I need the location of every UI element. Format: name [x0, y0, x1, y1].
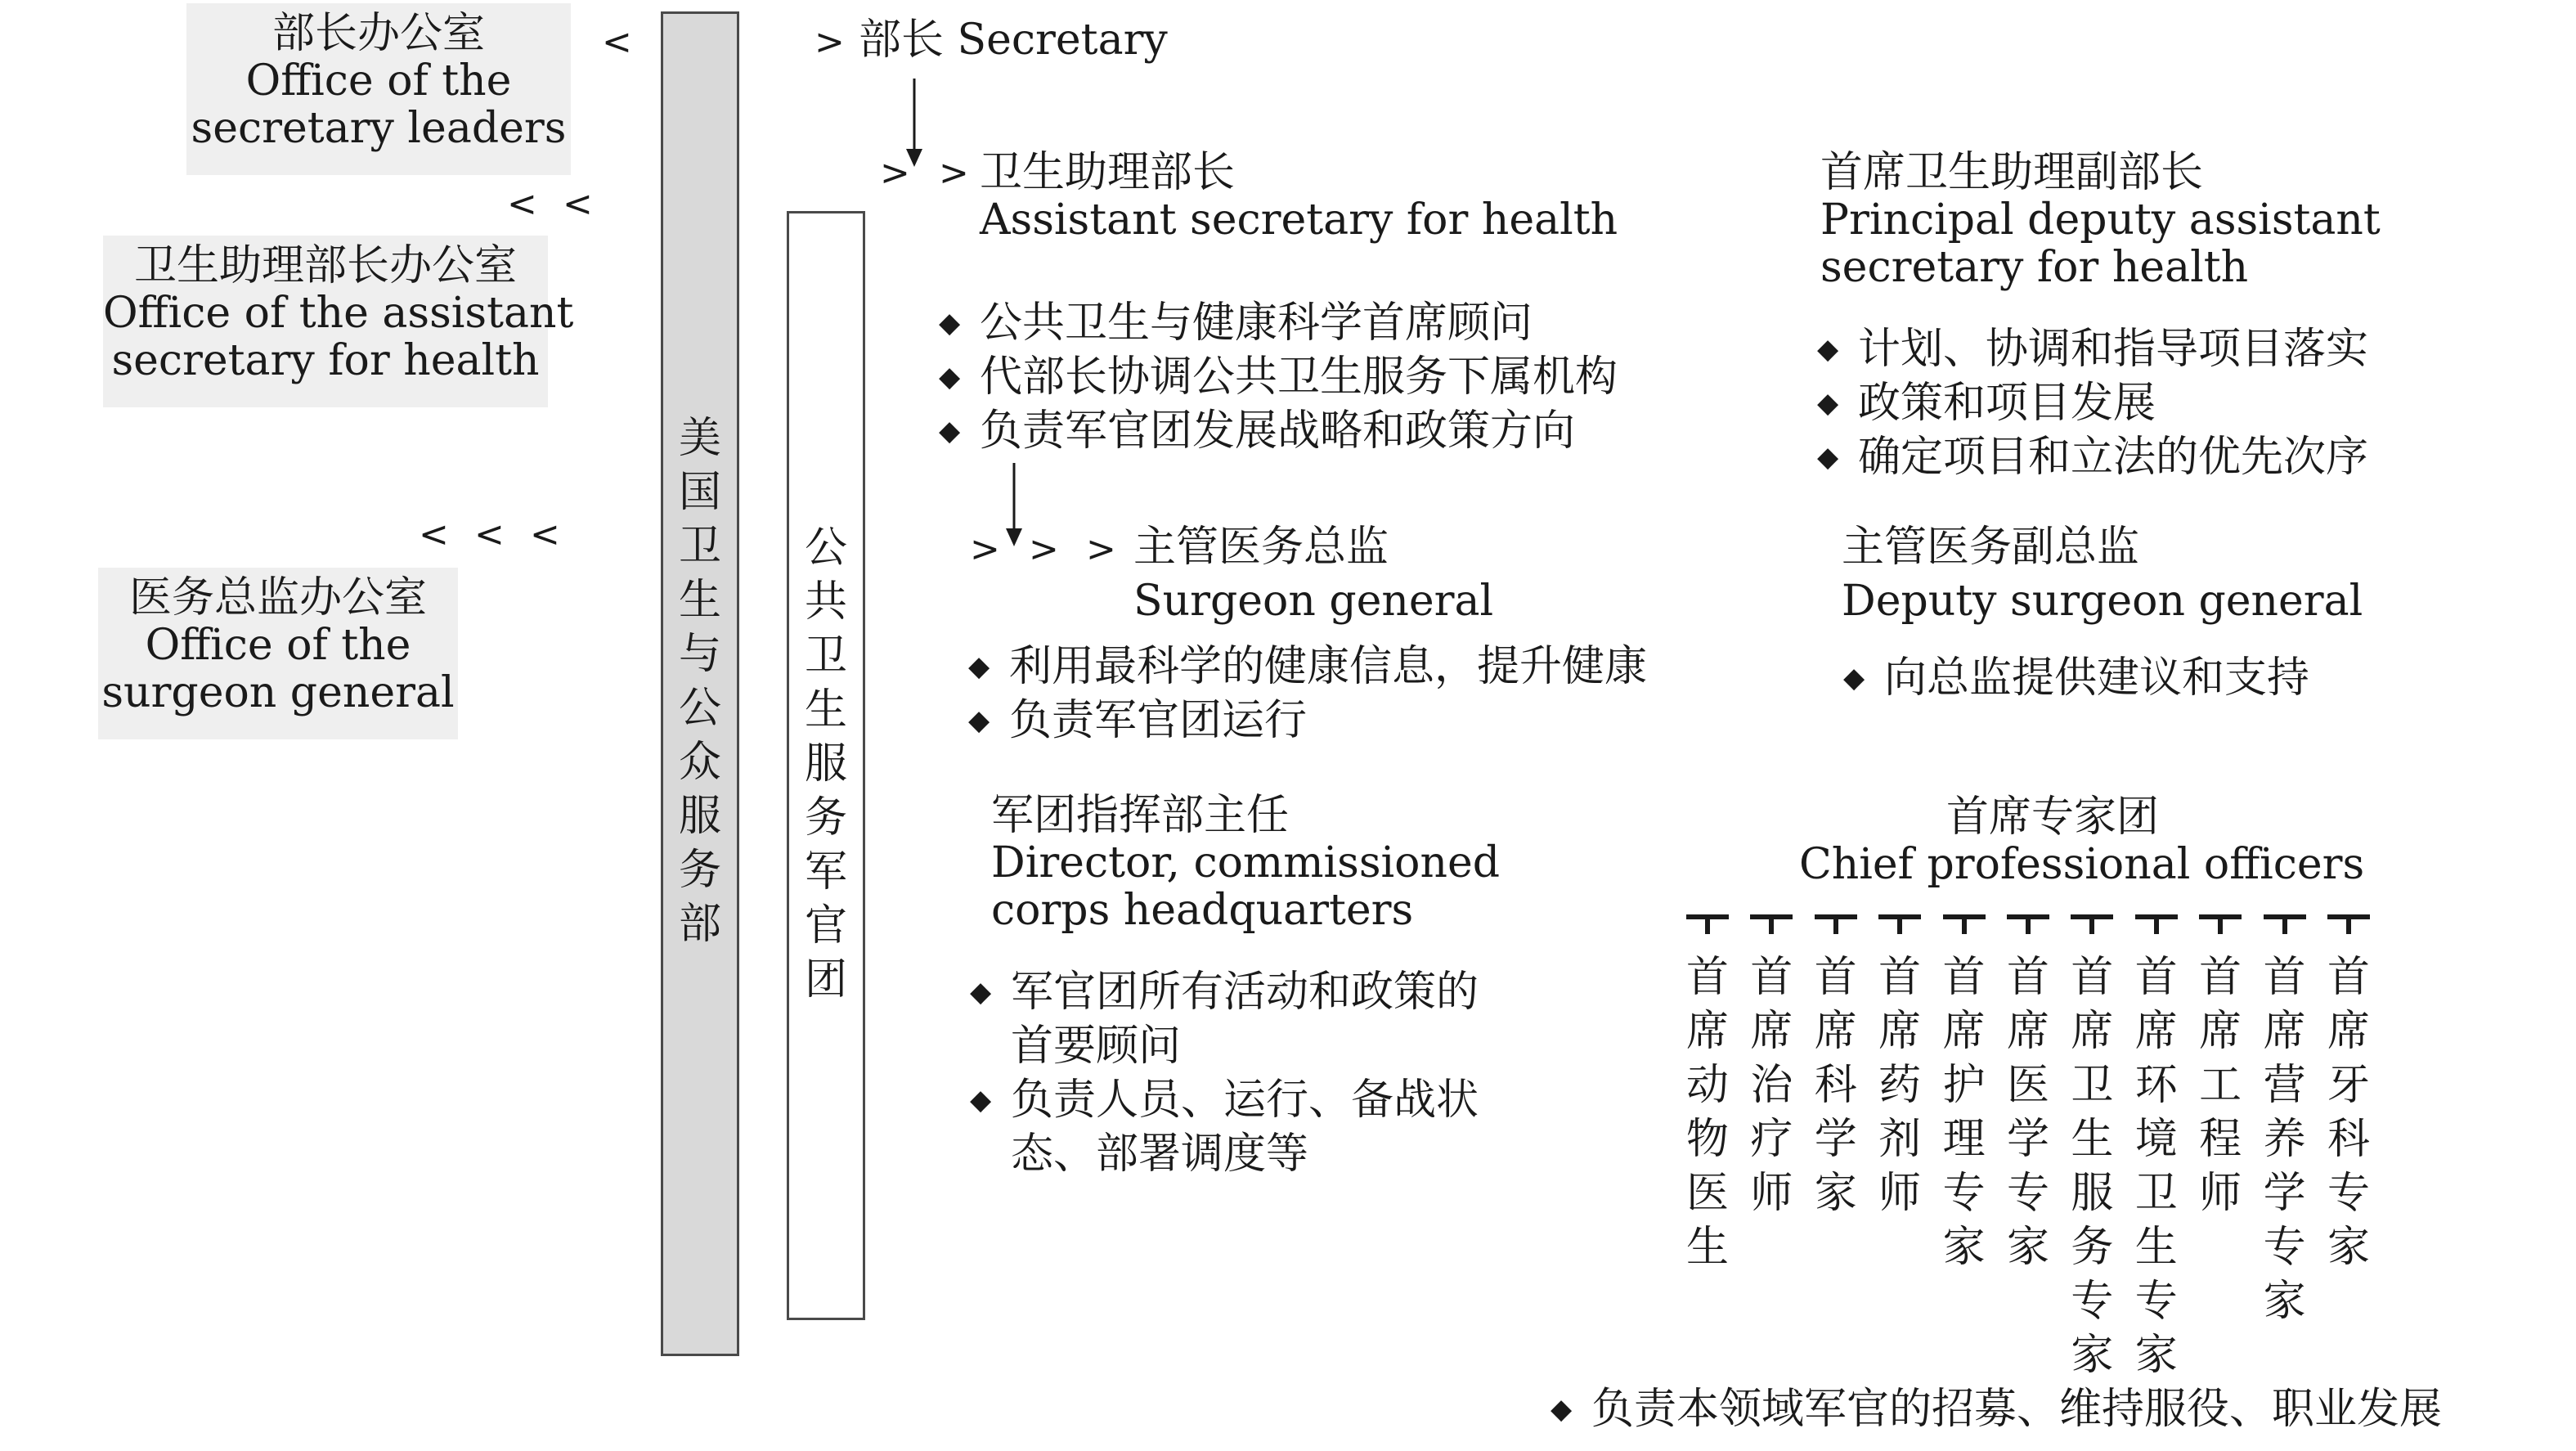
cpo-member-char: 服	[2071, 1169, 2114, 1218]
cpo-member-char: 环	[2134, 1061, 2178, 1110]
office-sg-zh: 医务总监办公室	[128, 573, 427, 622]
connector-tee-icon	[2264, 914, 2306, 934]
cpo-footer	[1551, 1382, 2442, 1436]
cpo-member-char: 专	[2134, 1277, 2178, 1326]
connector-tee-icon	[1686, 914, 1729, 934]
pdash-heading	[1820, 149, 2381, 291]
corps-label-char: 军	[804, 847, 847, 896]
connector-tee-icon	[1943, 914, 1986, 934]
cpo-member-char: 科	[1814, 1061, 1857, 1110]
hhs-department-label	[679, 411, 721, 951]
cpo-member-char: 席	[2071, 1007, 2114, 1056]
cpo-member-char: 席	[1750, 1007, 1793, 1056]
arrow-right-icon: >	[939, 152, 969, 194]
office-secretary-leaders	[186, 3, 571, 175]
cpo-member-char: 席	[1878, 1007, 1922, 1056]
ash-zh: 卫生助理部长	[980, 148, 1236, 197]
ash-en: Assistant secretary for health	[980, 195, 1618, 245]
cpo-member-char: 席	[2327, 1007, 2370, 1056]
office-secretary-en2: secretary leaders	[191, 104, 567, 153]
hhs-department-bar	[661, 11, 739, 1356]
director-bullets	[970, 965, 1479, 1181]
cpo-member-char: 治	[1750, 1061, 1793, 1110]
cpo-member-char: 学	[1814, 1115, 1857, 1164]
connector-tee-icon	[2327, 914, 2370, 934]
cpo-member-char: 生	[2134, 1223, 2178, 1272]
hhs-label-char: 众	[678, 738, 721, 787]
hhs-label-char: 卫	[678, 522, 721, 571]
director-zh: 军团指挥部主任	[991, 791, 1290, 840]
cpo-member-char: 师	[1878, 1169, 1922, 1218]
cpo-member-char: 家	[2327, 1223, 2370, 1272]
cpo-member-char: 生	[1685, 1223, 1729, 1272]
sg-bullet-2: ◆ 负责军官团运行	[968, 694, 1647, 748]
cpo-member-char: 科	[2327, 1115, 2370, 1164]
arrow-left-icon: <	[530, 514, 560, 555]
cpo-member-char: 家	[1814, 1169, 1857, 1218]
cpo-member-char: 首	[2006, 953, 2049, 1002]
dsg-bullets	[1843, 651, 2309, 705]
cpo-member-char: 首	[1814, 953, 1857, 1002]
cpo-member-char: 专	[2006, 1169, 2049, 1218]
director-en2: corps headquarters	[991, 886, 1414, 935]
commissioned-corps-label	[805, 521, 847, 1007]
director-bullet-2-cont: 态、部署调度等	[1011, 1130, 1309, 1179]
corps-label-char: 务	[804, 793, 847, 842]
pdash-bullets	[1817, 322, 2368, 484]
director-en1: Director, commissioned	[991, 838, 1501, 887]
cpo-member-char: 学	[2006, 1115, 2049, 1164]
cpo-member-char: 牙	[2327, 1061, 2370, 1110]
cpo-member-char: 首	[2199, 953, 2242, 1002]
sg-bullet-1: ◆ 利用最科学的健康信息，提升健康	[968, 640, 1647, 694]
cpo-member-char: 首	[2134, 953, 2178, 1002]
pdash-en2: secretary for health	[1820, 243, 2249, 292]
office-secretary-en1: Office of the	[245, 56, 512, 106]
arrow-right-icon: >	[1086, 528, 1116, 570]
cpo-member-char: 生	[2071, 1115, 2114, 1164]
director-heading	[991, 792, 1500, 934]
connector-tee-icon	[2071, 914, 2113, 934]
cpo-member-char: 医	[2006, 1061, 2049, 1110]
cpo-en: Chief professional officers	[1799, 840, 2365, 889]
arrow-left-icon: <	[602, 21, 632, 63]
arrow-right-icon: >	[880, 152, 910, 194]
cpo-member-char: 专	[2071, 1277, 2114, 1326]
cpo-member-char: 专	[2327, 1169, 2370, 1218]
cpo-member-char: 养	[2263, 1115, 2306, 1164]
ash-bullets	[939, 296, 1618, 458]
cpo-zh: 首席专家团	[1945, 793, 2159, 842]
cpo-member-char: 席	[1814, 1007, 1857, 1056]
secretary-label: 部长 Secretary	[859, 16, 1168, 65]
cpo-member	[1811, 950, 1860, 1220]
cpo-member-char: 护	[1942, 1061, 1986, 1110]
ash-bullet-1: ◆ 公共卫生与健康科学首席顾问	[939, 296, 1618, 350]
pdash-bullet-2: ◆ 政策和项目发展	[1817, 376, 2368, 430]
pdash-bullet-1: ◆ 计划、协调和指导项目落实	[1817, 322, 2368, 376]
office-ash-zh: 卫生助理部长办公室	[133, 241, 517, 290]
office-ash-en1: Office of the assistant	[103, 289, 574, 338]
cpo-member-char: 师	[1750, 1169, 1793, 1218]
hhs-label-char: 国	[678, 468, 721, 517]
corps-label-char: 官	[804, 901, 847, 950]
arrow-left-icon: <	[474, 514, 505, 555]
cpo-member-char: 首	[1942, 953, 1986, 1002]
cpo-member	[1747, 950, 1796, 1220]
cpo-footer-bullet: ◆ 负责本领域军官的招募、维持服役、职业发展	[1551, 1382, 2442, 1436]
hhs-label-char: 公	[678, 684, 721, 733]
cpo-member-char: 物	[1685, 1115, 1729, 1164]
office-assistant-secretary	[103, 236, 574, 407]
corps-label-char: 卫	[804, 631, 847, 681]
cpo-member	[1683, 950, 1732, 1274]
connector-tee-icon	[1878, 914, 1921, 934]
connector-tee-icon	[2135, 914, 2178, 934]
hhs-label-char: 服	[678, 792, 721, 841]
down-arrow-icon	[998, 463, 1030, 548]
cpo-member-char: 首	[2263, 953, 2306, 1002]
cpo-member-char: 程	[2199, 1115, 2242, 1164]
office-ash-en2: secretary for health	[111, 336, 540, 385]
corps-label-char: 服	[804, 739, 847, 788]
cpo-member-char: 首	[1878, 953, 1922, 1002]
corps-label-char: 生	[804, 685, 847, 734]
cpo-member-char: 席	[2199, 1007, 2242, 1056]
cpo-member-char: 务	[2071, 1223, 2114, 1272]
cpo-member-char: 师	[2199, 1169, 2242, 1218]
cpo-member	[2067, 950, 2116, 1382]
cpo-member-char: 席	[2263, 1007, 2306, 1056]
cpo-member	[2004, 950, 2053, 1274]
pdash-bullet-3: ◆ 确定项目和立法的优先次序	[1817, 430, 2368, 484]
hhs-label-char: 美	[678, 414, 721, 463]
cpo-member	[2324, 950, 2373, 1274]
ash-bullet-3: ◆ 负责军官团发展战略和政策方向	[939, 404, 1618, 458]
commissioned-corps-bar	[787, 211, 865, 1320]
cpo-member-char: 席	[2134, 1007, 2178, 1056]
connector-tee-icon	[2199, 914, 2242, 934]
cpo-member-char: 家	[2134, 1331, 2178, 1380]
cpo-member-char: 首	[1750, 953, 1793, 1002]
office-secretary-zh: 部长办公室	[272, 9, 485, 58]
cpo-member-char: 学	[2263, 1169, 2306, 1218]
cpo-member	[1875, 950, 1924, 1220]
arrow-right-icon: >	[1029, 528, 1059, 570]
pdash-en1: Principal deputy assistant	[1820, 195, 2381, 245]
arrow-right-icon: >	[815, 21, 845, 63]
cpo-member-char: 专	[1942, 1169, 1986, 1218]
cpo-member	[2132, 950, 2181, 1382]
cpo-member-char: 首	[1685, 953, 1729, 1002]
dsg-zh: 主管医务副总监	[1842, 523, 2140, 572]
corps-label-char: 团	[804, 955, 847, 1004]
arrow-left-icon: <	[563, 183, 593, 225]
sg-zh: 主管医务总监	[1133, 523, 1389, 572]
cpo-member-char: 首	[2327, 953, 2370, 1002]
cpo-member-char: 专	[2263, 1223, 2306, 1272]
director-bullet-2: ◆ 负责人员、运行、备战状	[970, 1073, 1479, 1127]
office-sg-en2: surgeon general	[101, 668, 455, 717]
cpo-member-char: 席	[2006, 1007, 2049, 1056]
cpo-member-char: 营	[2263, 1061, 2306, 1110]
cpo-member-char: 家	[2263, 1277, 2306, 1326]
cpo-member-char: 理	[1942, 1115, 1986, 1164]
cpo-member-char: 家	[2006, 1223, 2049, 1272]
office-surgeon-general	[98, 568, 458, 739]
cpo-member-char: 家	[2071, 1331, 2114, 1380]
cpo-member-char: 药	[1878, 1061, 1922, 1110]
cpo-member	[2196, 950, 2245, 1220]
hhs-label-char: 与	[678, 630, 721, 679]
sg-en: Surgeon general	[1133, 577, 1494, 626]
cpo-member-char: 工	[2199, 1061, 2242, 1110]
cpo-member-char: 席	[1685, 1007, 1729, 1056]
hhs-label-char: 部	[678, 900, 721, 949]
cpo-member-char: 家	[1942, 1223, 1986, 1272]
connector-tee-icon	[1750, 914, 1793, 934]
office-sg-en1: Office of the	[145, 621, 411, 670]
arrow-left-icon: <	[419, 514, 449, 555]
connector-tee-icon	[1815, 914, 1857, 934]
cpo-member-char: 医	[1685, 1169, 1729, 1218]
cpo-member-char: 动	[1685, 1061, 1729, 1110]
connector-tee-icon	[2007, 914, 2049, 934]
director-bullet-1-cont: 首要顾问	[1011, 1022, 1182, 1071]
cpo-member-char: 剂	[1878, 1115, 1922, 1164]
cpo-member-char: 卫	[2134, 1169, 2178, 1218]
hhs-label-char: 生	[678, 576, 721, 625]
corps-label-char: 共	[804, 577, 847, 627]
dsg-en: Deputy surgeon general	[1842, 577, 2363, 626]
dsg-bullet-1: ◆ 向总监提供建议和支持	[1843, 651, 2309, 705]
ash-bullet-2: ◆ 代部长协调公共卫生服务下属机构	[939, 350, 1618, 404]
cpo-member-char: 席	[1942, 1007, 1986, 1056]
pdash-zh: 首席卫生助理副部长	[1820, 148, 2204, 197]
sg-bullets	[968, 640, 1647, 748]
cpo-member-char: 境	[2134, 1115, 2178, 1164]
arrow-right-icon: >	[970, 528, 1000, 570]
corps-label-char: 公	[804, 523, 847, 573]
cpo-member-char: 卫	[2071, 1061, 2114, 1110]
cpo-member	[2260, 950, 2309, 1328]
cpo-member-char: 首	[2071, 953, 2114, 1002]
hhs-label-char: 务	[678, 846, 721, 895]
cpo-member	[1940, 950, 1989, 1274]
cpo-member-char: 疗	[1750, 1115, 1793, 1164]
director-bullet-1: ◆ 军官团所有活动和政策的	[970, 965, 1479, 1019]
ash-heading	[980, 149, 1618, 244]
arrow-left-icon: <	[507, 183, 537, 225]
